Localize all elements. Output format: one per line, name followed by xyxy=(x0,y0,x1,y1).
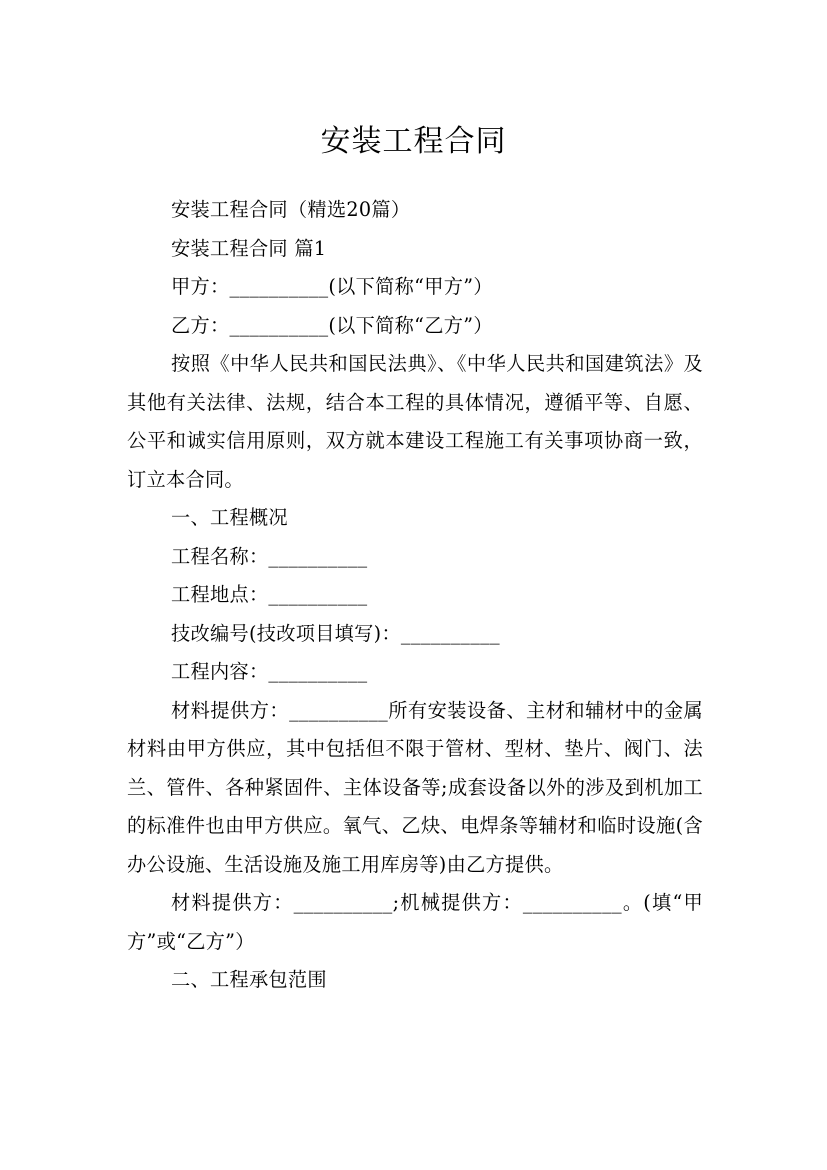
paragraph-section-heading: 安装工程合同 篇1 xyxy=(171,236,327,260)
paragraph-heading-overview: 一、工程概况 xyxy=(171,506,288,529)
paragraph-materials: 材料提供方：__________所有安装设备、主材和辅材中的金属材料由甲方供应，其中包括但不限于管材、型材、垫片、阀门、法兰、管件、各种紧固件、主体设备等;成套设备以外的涉及到机加工的标准件也由甲方供应。氧气、乙炔、电焊条等辅材和临时设施(含办公设施、生活设施及施工用库房等)由乙方提供。 xyxy=(127,698,703,876)
paragraph-tech-number: 技改编号(技改项目填写)：__________ xyxy=(171,621,500,645)
paragraph-party-b: 乙方：__________(以下简称“乙方”） xyxy=(171,313,493,337)
paragraph-project-name: 工程名称：__________ xyxy=(171,544,368,568)
paragraph-party-a: 甲方：__________(以下简称“甲方”） xyxy=(171,275,493,298)
paragraph-project-content: 工程内容：__________ xyxy=(171,660,368,683)
paragraph-heading-scope: 二、工程承包范围 xyxy=(171,968,327,991)
paragraph-preamble: 按照《中华人民共和国民法典》、《中华人民共和国建筑法》及其他有关法律、法规，结合本工程的具体情况，遵循平等、自愿、公平和诚实信用原则，双方就本建设工程施工有关事项协商一致，订立本合同。 xyxy=(127,352,703,491)
paragraph-materials-machinery: 材料提供方：__________;机械提供方：__________。(填“甲方”或“乙方”） xyxy=(127,891,703,953)
document-body xyxy=(127,191,703,1000)
document-title: 安装工程合同 xyxy=(320,124,507,160)
paragraph-project-location: 工程地点：__________ xyxy=(171,583,368,606)
paragraph-subtitle: 安装工程合同（精选20篇） xyxy=(171,198,411,221)
